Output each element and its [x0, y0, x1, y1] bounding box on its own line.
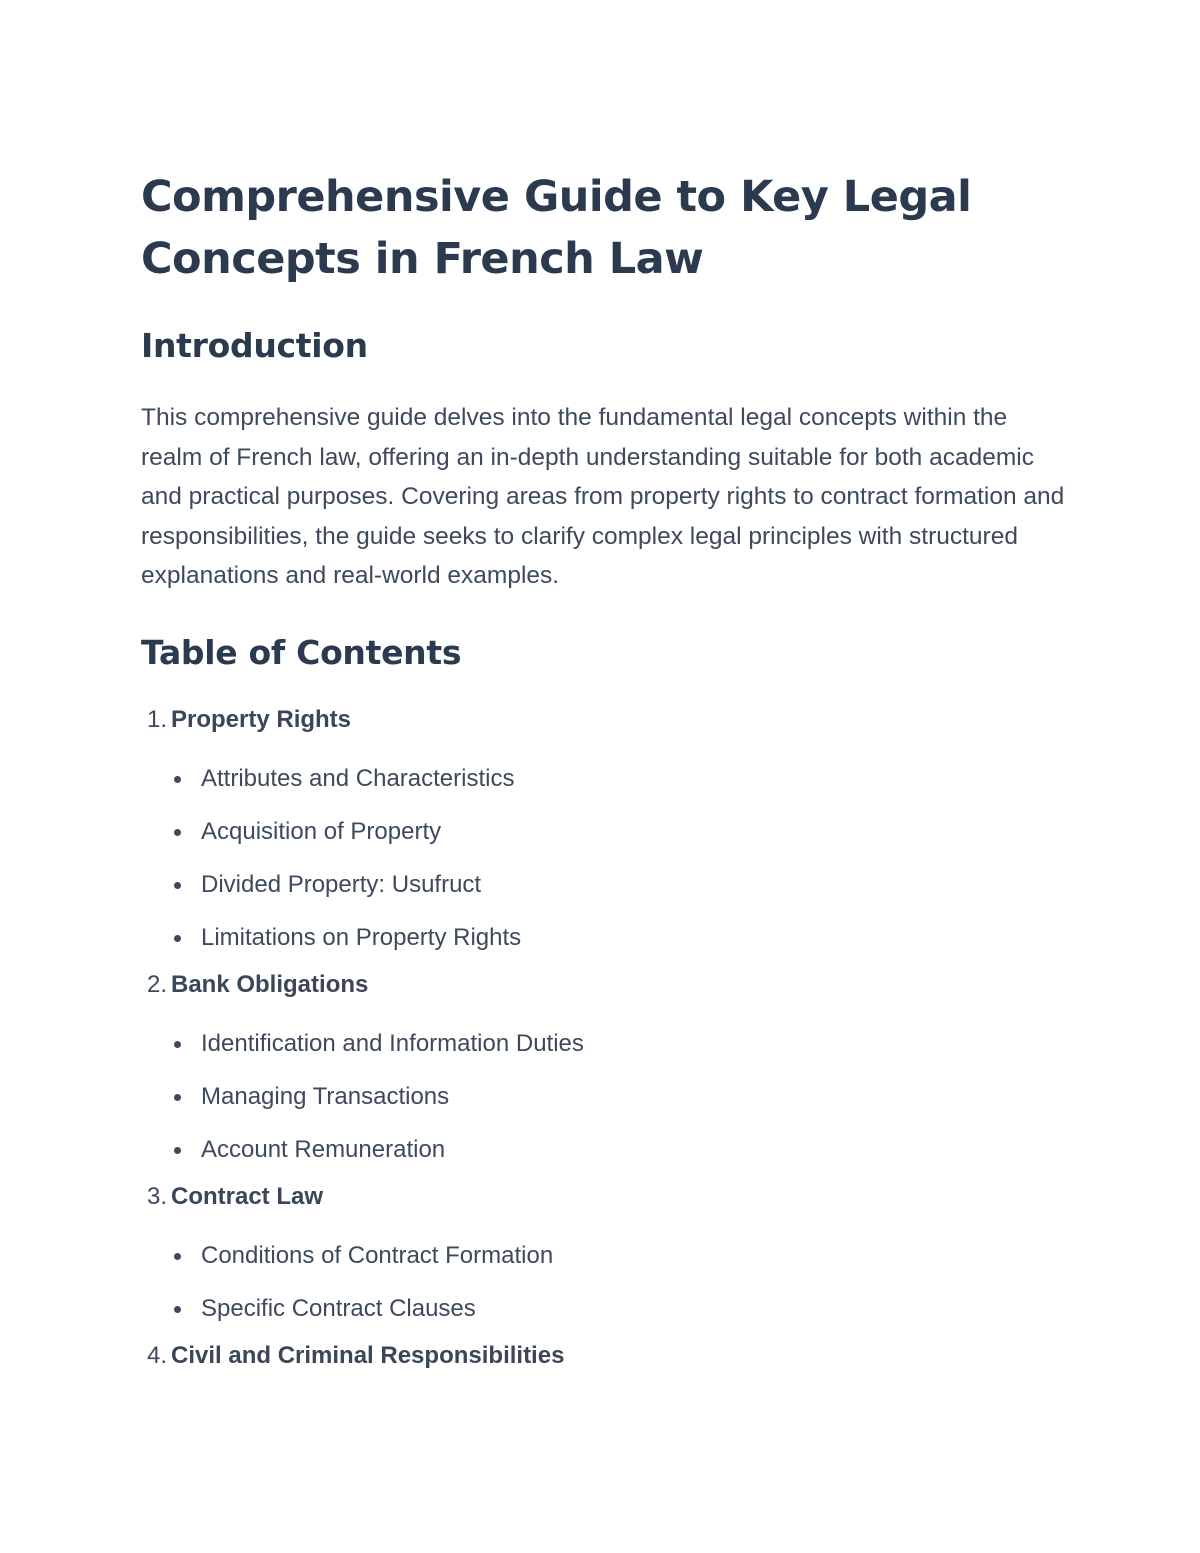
- table-of-contents-heading: Table of Contents: [141, 632, 462, 672]
- toc-subsection-label: Limitations on Property Rights: [201, 924, 522, 951]
- toc-section: [141, 1336, 1060, 1389]
- bullet-icon: [174, 882, 181, 889]
- toc-subsection-item[interactable]: [141, 912, 1060, 965]
- toc-subsection-item[interactable]: [141, 1283, 1060, 1336]
- toc-subsection-label: Acquisition of Property: [201, 818, 442, 845]
- page-title: Comprehensive Guide to Key Legal Concepts in French Law: [141, 172, 972, 284]
- bullet-icon: [174, 1147, 181, 1154]
- toc-section-title[interactable]: [141, 700, 1060, 753]
- toc-section-title[interactable]: [141, 965, 1060, 1018]
- toc-subsection-item[interactable]: [141, 806, 1060, 859]
- bullet-icon: [174, 935, 181, 942]
- bullet-icon: [174, 1253, 181, 1260]
- toc-subsection-item[interactable]: [141, 1230, 1060, 1283]
- toc-section: [141, 1177, 1060, 1336]
- toc-subsection-label: Conditions of Contract Formation: [201, 1242, 554, 1269]
- bullet-icon: [174, 1041, 181, 1048]
- toc-section-title[interactable]: [141, 1336, 1060, 1389]
- introduction-heading: Introduction: [141, 326, 368, 365]
- table-of-contents-list: [141, 700, 1060, 1389]
- bullet-icon: [174, 829, 181, 836]
- toc-subsection-label: Divided Property: Usufruct: [201, 871, 482, 898]
- toc-subsection-item[interactable]: [141, 1071, 1060, 1124]
- toc-subsection-item[interactable]: [141, 1124, 1060, 1177]
- toc-section: [141, 700, 1060, 965]
- toc-subsection-label: Specific Contract Clauses: [201, 1295, 476, 1322]
- bullet-icon: [174, 776, 181, 783]
- toc-subsection-item[interactable]: [141, 753, 1060, 806]
- toc-subsection-label: Managing Transactions: [201, 1083, 450, 1110]
- toc-section: [141, 965, 1060, 1177]
- toc-section-label: Civil and Criminal Responsibilities: [171, 1341, 565, 1369]
- toc-subsection-item[interactable]: [141, 1018, 1060, 1071]
- toc-subsection-list: [141, 1230, 1060, 1336]
- bullet-icon: [174, 1094, 181, 1101]
- toc-section-number: 3.: [146, 1182, 167, 1210]
- toc-section-number: 2.: [146, 970, 167, 998]
- toc-section-title[interactable]: [141, 1177, 1060, 1230]
- toc-subsection-item[interactable]: [141, 859, 1060, 912]
- toc-subsection-label: Attributes and Characteristics: [201, 765, 515, 792]
- toc-subsection-list: [141, 1018, 1060, 1177]
- introduction-paragraph: This comprehensive guide delves into the fundamental legal concepts within the realm of French law, offering an in-depth understanding suitable for both academic and practical purposes. Covering areas from property rights to contract formation and responsibilities, the guide seeks to clarify complex legal principles with structured explanations and real-world examples.: [141, 404, 1065, 589]
- toc-section-number: 1.: [146, 705, 167, 733]
- toc-section-number: 4.: [146, 1341, 167, 1369]
- toc-section-label: Bank Obligations: [171, 970, 369, 998]
- toc-subsection-list: [141, 753, 1060, 965]
- bullet-icon: [174, 1306, 181, 1313]
- toc-subsection-label: Identification and Information Duties: [201, 1030, 584, 1057]
- toc-subsection-label: Account Remuneration: [201, 1136, 446, 1163]
- toc-section-label: Contract Law: [171, 1182, 324, 1210]
- toc-section-label: Property Rights: [171, 705, 352, 733]
